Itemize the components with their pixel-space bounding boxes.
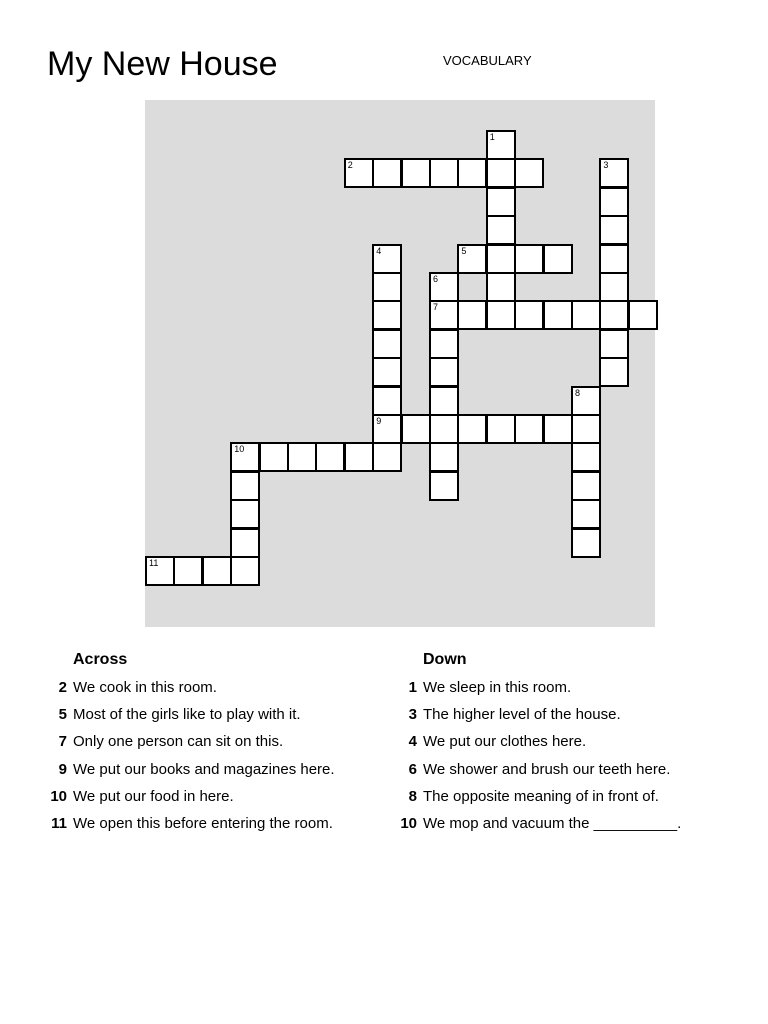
clue-text: We sleep in this room. — [423, 679, 572, 696]
crossword-cell[interactable] — [571, 442, 601, 472]
clue-number: 3 — [408, 706, 417, 723]
across-heading: Across — [73, 651, 128, 668]
cell-number: 9 — [376, 416, 382, 426]
crossword-cell[interactable] — [372, 414, 402, 444]
crossword-cell[interactable] — [202, 556, 232, 586]
crossword-cell[interactable] — [599, 357, 629, 387]
crossword-cell[interactable] — [259, 442, 289, 472]
clue-item — [47, 788, 234, 806]
crossword-cell[interactable] — [401, 158, 431, 188]
crossword-cell[interactable] — [486, 300, 516, 330]
crossword-cell[interactable] — [372, 158, 402, 188]
crossword-cell[interactable] — [429, 329, 459, 359]
clue-text: We mop and vacuum the __________. — [423, 815, 682, 832]
crossword-cell[interactable] — [599, 272, 629, 302]
crossword-cell[interactable] — [457, 158, 487, 188]
crossword-cell[interactable] — [372, 272, 402, 302]
clue-number: 6 — [408, 761, 417, 778]
clue-text: We cook in this room. — [73, 679, 217, 696]
clue-number: 5 — [58, 706, 67, 723]
crossword-cell[interactable] — [486, 414, 516, 444]
crossword-cell[interactable] — [315, 442, 345, 472]
crossword-cell[interactable] — [486, 187, 516, 217]
crossword-cell[interactable] — [429, 414, 459, 444]
crossword-cell[interactable] — [230, 528, 260, 558]
clue-number: 10 — [400, 815, 417, 832]
crossword-cell[interactable] — [344, 442, 374, 472]
cell-number: 2 — [347, 160, 353, 171]
crossword-cell[interactable] — [486, 158, 516, 188]
clue-number: 10 — [50, 788, 67, 805]
clue-item — [397, 679, 571, 697]
crossword-cell[interactable] — [457, 244, 487, 274]
clue-item — [47, 815, 333, 833]
page-subtitle: VOCABULARY — [443, 53, 532, 68]
clue-number: 7 — [58, 733, 67, 750]
clue-item — [397, 761, 670, 779]
crossword-cell[interactable] — [372, 244, 402, 274]
crossword-cell[interactable] — [543, 414, 573, 444]
crossword-cell[interactable] — [429, 300, 459, 330]
clue-text: Only one person can sit on this. — [73, 733, 284, 750]
crossword-cell[interactable] — [543, 244, 573, 274]
clue-text: We shower and brush our teeth here. — [423, 761, 671, 778]
cell-number: 3 — [603, 160, 609, 171]
crossword-cell[interactable] — [599, 244, 629, 274]
crossword-grid — [145, 100, 655, 627]
clue-item — [397, 733, 586, 751]
crossword-cell[interactable] — [173, 556, 203, 586]
crossword-cell[interactable] — [230, 471, 260, 501]
crossword-cell[interactable] — [372, 386, 402, 416]
crossword-cell[interactable] — [372, 300, 402, 330]
clue-item — [397, 788, 659, 806]
crossword-cell[interactable] — [486, 244, 516, 274]
crossword-cell[interactable] — [571, 414, 601, 444]
clue-text: Most of the girls like to play with it. — [73, 706, 301, 723]
crossword-cell[interactable] — [429, 357, 459, 387]
clue-number: 1 — [408, 679, 417, 696]
crossword-cell[interactable] — [486, 130, 516, 160]
clue-item — [397, 815, 681, 833]
crossword-cell[interactable] — [287, 442, 317, 472]
crossword-cell[interactable] — [457, 300, 487, 330]
clue-number: 9 — [58, 761, 67, 778]
cell-number: 11 — [149, 558, 159, 568]
clue-text: We put our food in here. — [73, 788, 234, 805]
clue-text: The opposite meaning of in front of. — [423, 788, 659, 805]
crossword-cell[interactable] — [599, 158, 629, 188]
clue-number: 4 — [408, 733, 417, 750]
clue-text: We put our books and magazines here. — [73, 761, 335, 778]
clue-text: We open this before entering the room. — [73, 815, 333, 832]
clue-text: We put our clothes here. — [423, 733, 587, 750]
cell-number: 8 — [575, 387, 581, 398]
crossword-cell[interactable] — [372, 442, 402, 472]
crossword-cell[interactable] — [372, 357, 402, 387]
crossword-cell[interactable] — [429, 471, 459, 501]
cell-number: 7 — [433, 302, 439, 313]
clue-item — [47, 761, 335, 779]
crossword-cell[interactable] — [457, 414, 487, 444]
clue-number: 11 — [51, 815, 67, 832]
crossword-cell[interactable] — [571, 300, 601, 330]
crossword-cell[interactable] — [344, 158, 374, 188]
crossword-cell[interactable] — [571, 528, 601, 558]
crossword-cell[interactable] — [145, 556, 175, 586]
crossword-cell[interactable] — [372, 329, 402, 359]
cell-number: 10 — [234, 444, 245, 455]
cell-number: 1 — [489, 132, 495, 142]
cell-number: 5 — [461, 245, 467, 256]
clue-item — [397, 706, 621, 724]
crossword-cell[interactable] — [571, 471, 601, 501]
clue-number: 2 — [58, 679, 67, 696]
clue-item — [47, 706, 301, 724]
crossword-cell[interactable] — [571, 386, 601, 416]
crossword-cell[interactable] — [514, 158, 544, 188]
crossword-cell[interactable] — [486, 215, 516, 245]
crossword-cell[interactable] — [429, 158, 459, 188]
clue-item — [47, 679, 217, 697]
crossword-cell[interactable] — [429, 386, 459, 416]
crossword-cell[interactable] — [571, 499, 601, 529]
clue-item — [47, 733, 283, 751]
cell-number: 6 — [433, 274, 439, 284]
crossword-cell[interactable] — [230, 556, 260, 586]
crossword-cell[interactable] — [230, 499, 260, 529]
crossword-cell[interactable] — [230, 442, 260, 472]
crossword-cell[interactable] — [401, 414, 431, 444]
page-title: My New House — [47, 45, 278, 83]
crossword-cell[interactable] — [514, 300, 544, 330]
crossword-cell[interactable] — [628, 300, 658, 330]
clue-number: 8 — [408, 788, 417, 805]
crossword-cell[interactable] — [514, 244, 544, 274]
crossword-cell[interactable] — [599, 329, 629, 359]
crossword-cell[interactable] — [543, 300, 573, 330]
crossword-cell[interactable] — [429, 272, 459, 302]
crossword-cell[interactable] — [599, 300, 629, 330]
down-heading: Down — [423, 651, 467, 668]
cell-number: 4 — [376, 245, 382, 256]
crossword-cell[interactable] — [429, 442, 459, 472]
crossword-cell[interactable] — [514, 414, 544, 444]
crossword-cell[interactable] — [486, 272, 516, 302]
crossword-cell[interactable] — [599, 187, 629, 217]
crossword-cell[interactable] — [599, 215, 629, 245]
clue-text: The higher level of the house. — [423, 706, 621, 723]
